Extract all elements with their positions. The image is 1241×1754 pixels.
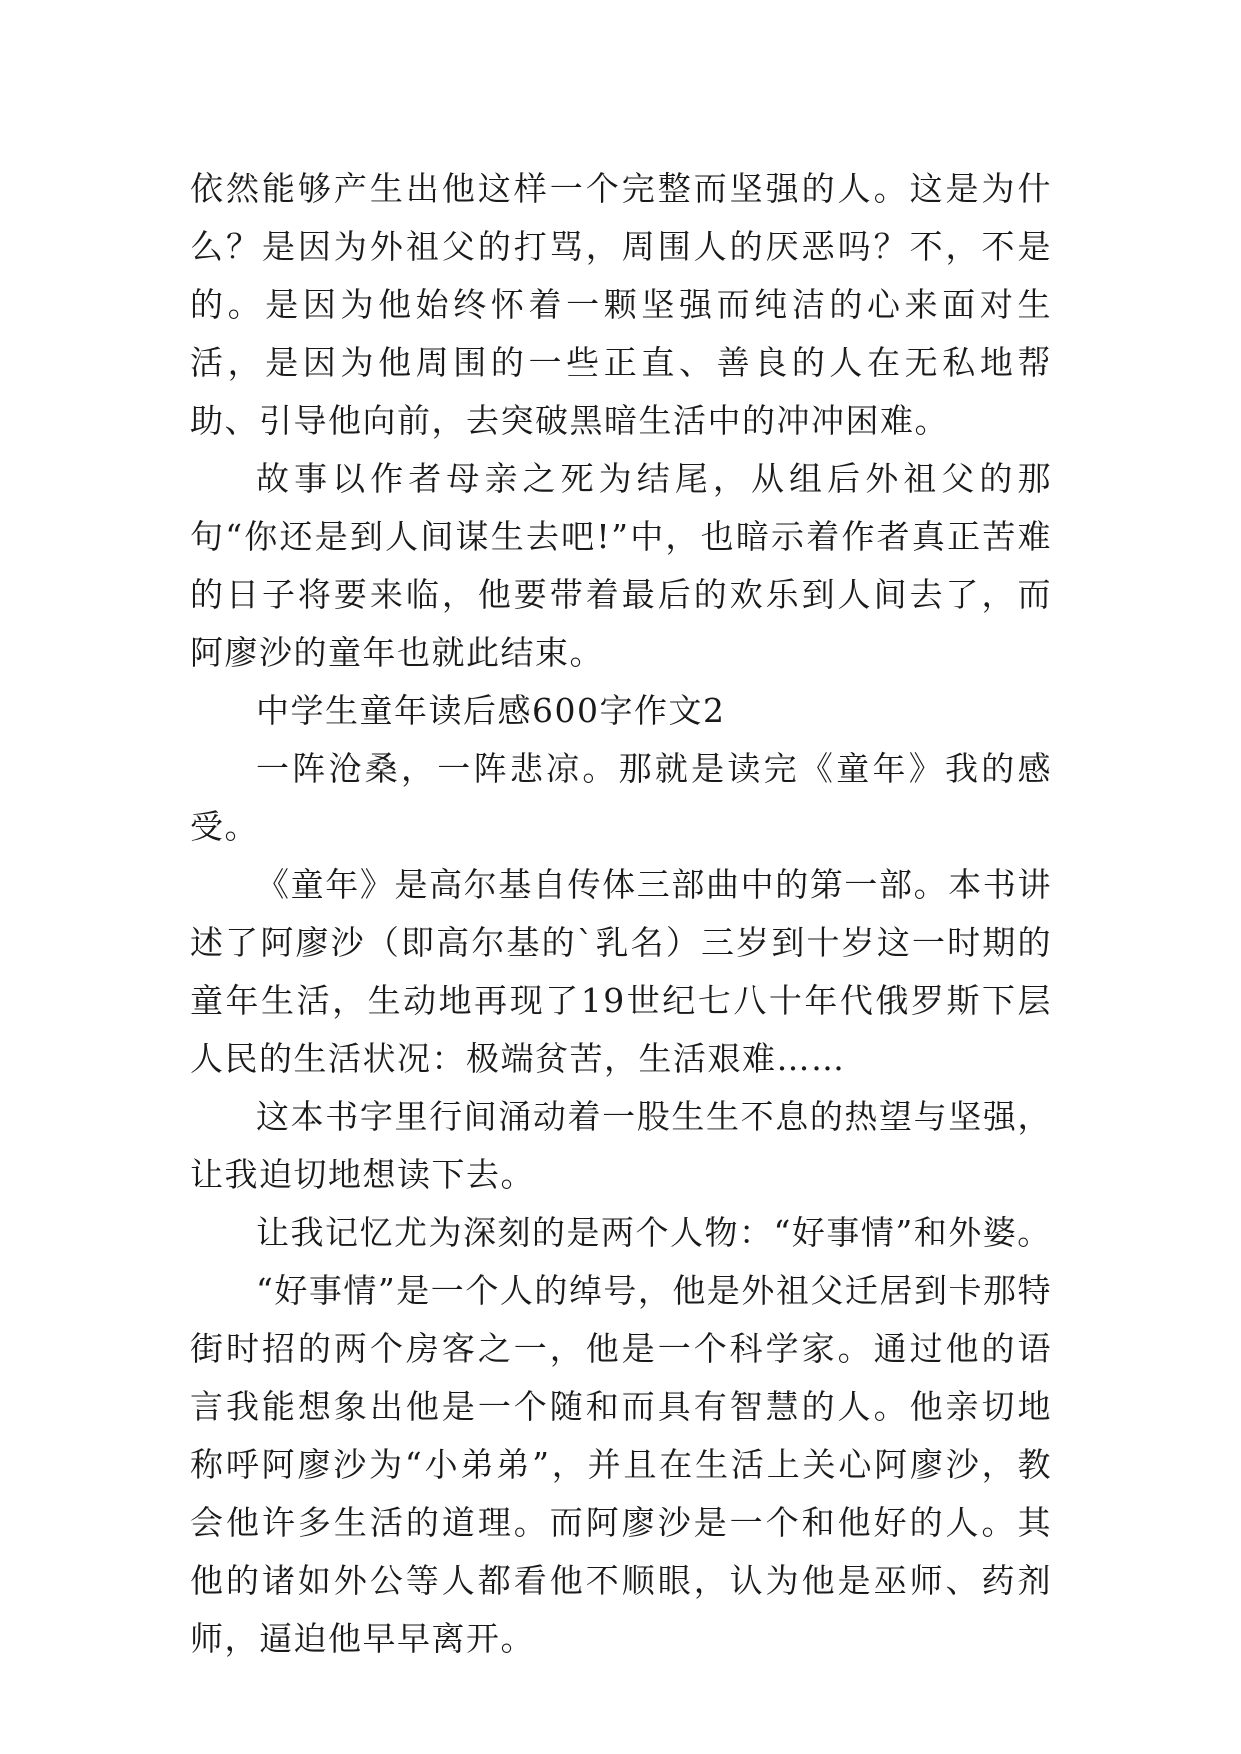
paragraph-3: 一阵沧桑，一阵悲凉。那就是读完《童年》我的感受。 (190, 749, 1052, 846)
paragraph-6: 让我记忆尤为深刻的是两个人物：“好事情”和外婆。 (256, 1213, 1052, 1252)
paragraph-2: 故事以作者母亲之死为结尾，从组后外祖父的那句“你还是到人间谋生去吧!”中，也暗示着作者真正苦难的日子将要来临，他要带着最后的欢乐到人间去了，而阿廖沙的童年也就此结束。 (190, 459, 1052, 672)
document-body (190, 160, 1052, 1668)
paragraph-1: 依然能够产生出他这样一个完整而坚强的人。这是为什么？是因为外祖父的打骂，周围人的厌恶吗？不，不是的。是因为他始终怀着一颗坚强而纯洁的心来面对生活，是因为他周围的一些正直、善良的人在无私地帮助、引导他向前，去突破黑暗生活中的冲冲困难。 (190, 169, 1052, 440)
paragraph-5: 这本书字里行间涌动着一股生生不息的热望与坚强，让我迫切地想读下去。 (190, 1097, 1052, 1194)
section-heading: 中学生童年读后感600字作文2 (256, 691, 726, 730)
paragraph-4: 《童年》是高尔基自传体三部曲中的第一部。本书讲述了阿廖沙（即高尔基的`乳名）三岁到十岁这一时期的童年生活，生动地再现了19世纪七八十年代俄罗斯下层人民的生活状况：极端贫苦，生活艰难…… (190, 865, 1052, 1078)
paragraph-7: “好事情”是一个人的绰号，他是外祖父迁居到卡那特街时招的两个房客之一，他是一个科学家。通过他的语言我能想象出他是一个随和而具有智慧的人。他亲切地称呼阿廖沙为“小弟弟”，并且在生活上关心阿廖沙，教会他许多生活的道理。而阿廖沙是一个和他好的人。其他的诸如外公等人都看他不顺眼，认为他是巫师、药剂师，逼迫他早早离开。 (190, 1271, 1052, 1658)
